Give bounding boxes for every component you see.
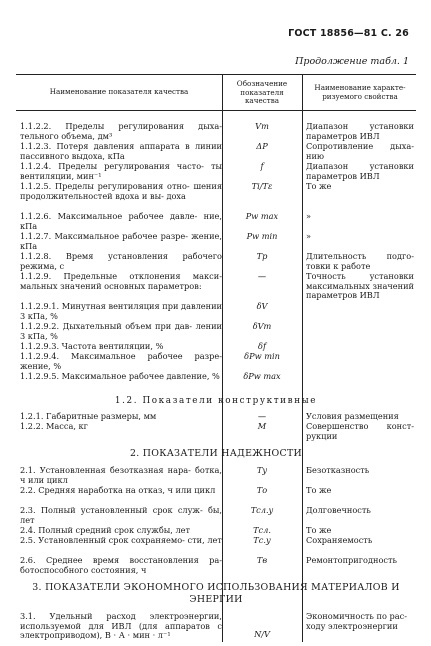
quality-indicators-table: Наименование показателя качества Обозначение показателя качества Наименование характе- ризуемого свойства 1.1.2.2. Пределы регулирования дыха- тельного объема, дм³ Vт Диапазон установки параметров ИВЛ 1.1.2.3. Потеря давления аппарата в линии пассивного выдоха, кПа ΔP Сопротивление дыха- нию 1.1.2.4. Пределы регулирования часто- ты вентиляции, мин⁻¹ f Диапазон установки параметров ИВЛ 1.1.2.5. Пределы регулирования отно- шения продолжительностей вдоха и вы- доха Ti/Tε То же 1.1.2.6. Максимальное рабочее давле- ние, кПа Pw max » 1.1.2.7. Максимальное рабочее разре- жение, кПа Pw min » 1.1.2.8. Время установления рабочего режима, с Tр Длительность подго- товки к работе 1.1.2.9. Предельные отклонения макси- мальных значений основных параметров: — Точность установки максимальных значений параметров ИВЛ 1.1.2.9.1. Минутная вентиляция при давлении 3 кПа, % δV 1.1.2.9.2. Дыхательный объем при дав- лении 3 кПа, % δVт 1.1.2.9.3. Частота вентиляции, % δf 1.1.2.9.4. Максимальное рабочее разре- жение, % δPw min 1.1.2.9.5. Максимальное рабочее давление, % δPw max 1.2. Показатели конструктивные 1.2.1. Габаритные размеры, мм — Условия размещения 1.2.2. Масса, кг M Совершенство конст- рукции 2. ПОКАЗАТЕЛИ НАДЕЖНОСТИ 2.1. Установленная безотказная нара- ботка, ч или цикл Tу Безотказность 2.2. Средняя наработка на отказ, ч или цикл Tо То же 2.3. Полный установленный срок служ- бы, лет Tсл.у Долговечность 2.4. Полный средний срок службы, лет Tсл. То же 2.5. Установленный срок сохраняемо- сти, лет Tс.у Сохраняемость 2.6. Среднее время восстановления ра- ботоспособного состояния, ч Tв Ремонтопригодность 3. ПОКАЗАТЕЛИ ЭКОНОМНОГО ИСПОЛЬЗОВАНИЯ МАТЕРИАЛОВ И ЭНЕРГИИ 3.1. Удельный расход электроэнергии, используемой для ИВЛ (для аппаратов с электроприводом), В · А · мин · л⁻¹ N/V Экономичность по рас- ходу электроэнергии — [16, 74, 416, 642]
table-header-rule — [16, 110, 416, 111]
column-divider — [302, 74, 303, 642]
table-top-rule — [16, 74, 416, 75]
section-heading-design: 1.2. Показатели конструктивные — [114, 396, 318, 406]
section-heading-reliability: 2. ПОКАЗАТЕЛИ НАДЕЖНОСТИ — [129, 448, 303, 459]
column-header-name: Наименование показателя качества — [49, 87, 189, 96]
table-continuation-label: Продолжение табл. 1 — [295, 56, 409, 67]
column-header-symbol: Обозначение показателя качества — [236, 79, 288, 105]
column-header-property: Наименование характе- ризуемого свойства — [314, 83, 406, 101]
page-header: ГОСТ 18856—81 С. 26 — [288, 28, 409, 39]
column-divider — [222, 74, 223, 642]
section-heading-economy: 3. ПОКАЗАТЕЛИ ЭКОНОМНОГО ИСПОЛЬЗОВАНИЯ МАТЕРИАЛОВ И ЭНЕРГИИ — [32, 582, 400, 605]
